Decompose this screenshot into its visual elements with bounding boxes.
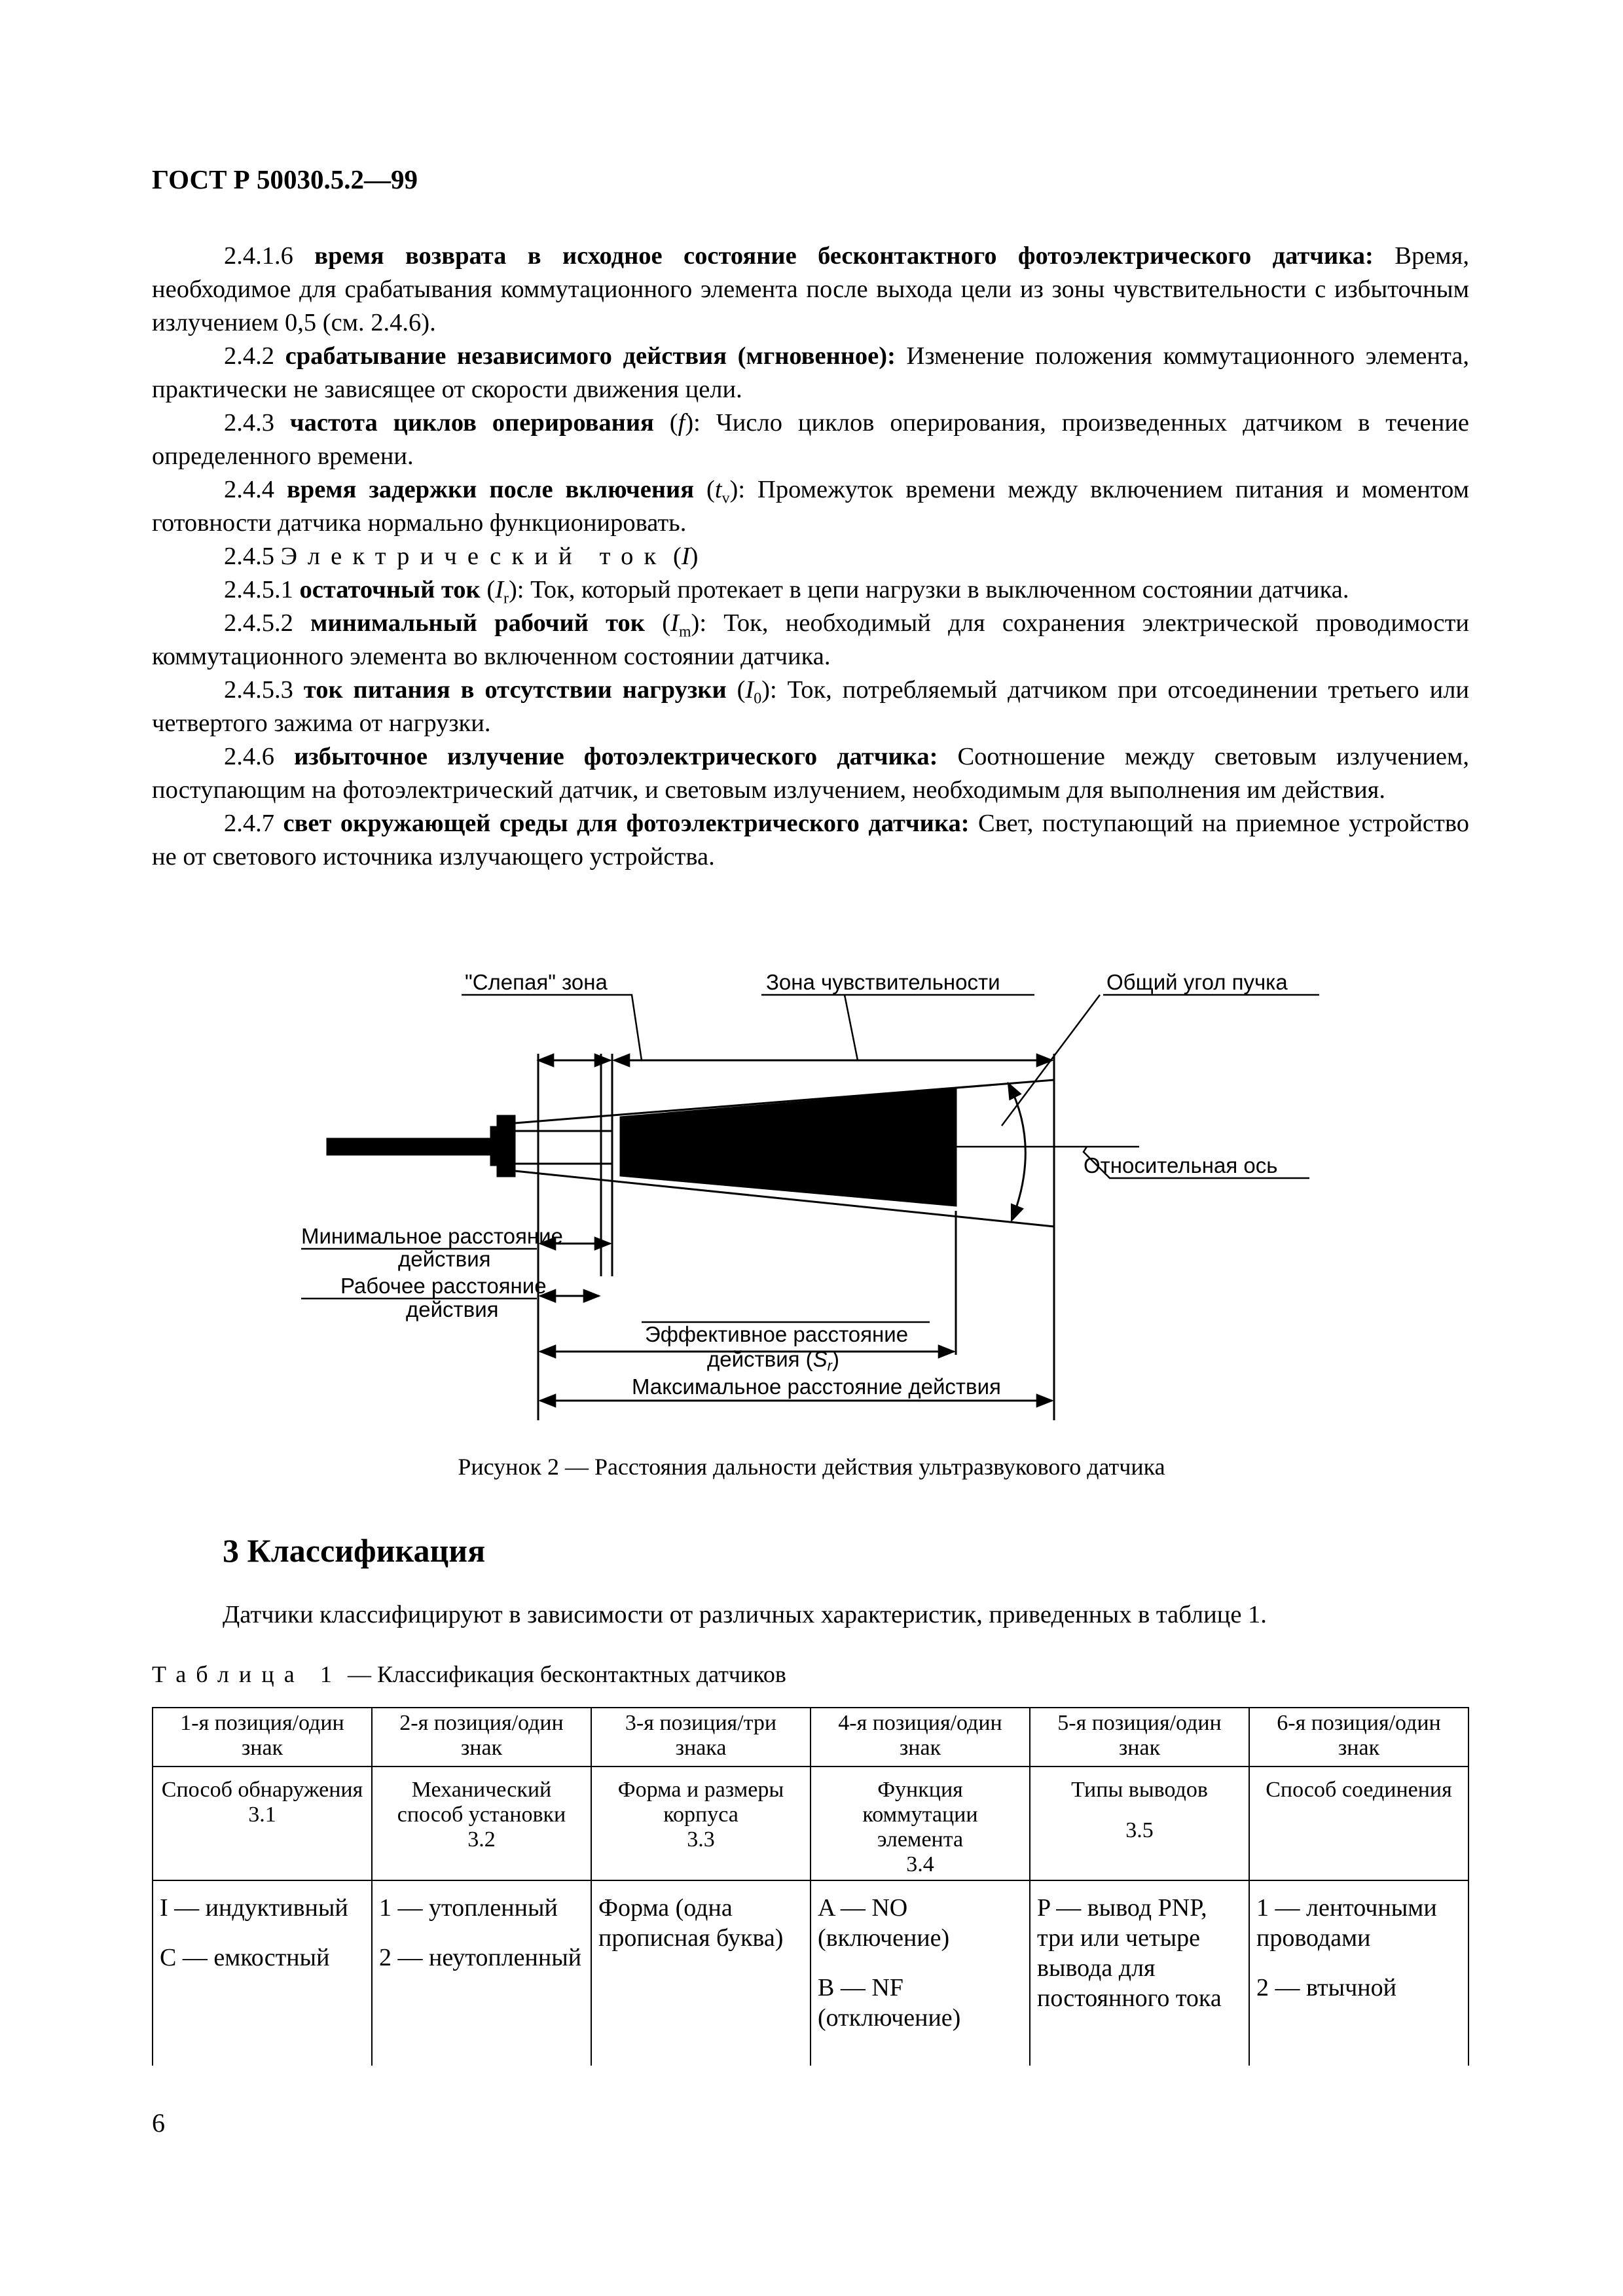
table-subheader-cell: Способ соединения [1249, 1767, 1468, 1880]
body-text [152, 240, 1469, 874]
max-distance-label: Максимальное расстояние действия [632, 1374, 1001, 1399]
paragraph: 2.4.5 Электрический ток (I) [224, 543, 699, 570]
relative-axis-label: Относительная ось [1084, 1153, 1278, 1177]
paragraph: 2.4.3 частота циклов оперирования (f): Число циклов оперирования, произведенных датчиком в течение определенного времени. [152, 409, 1470, 470]
term: время возврата в исходное состояние бесконтактного фотоэлектрического датчика: [314, 242, 1374, 270]
paragraph: 2.4.5.3 ток питания в отсутствии нагрузки $(I_0)$: Ток, потребляемый датчиком при отсоединении третьего или четвертого зажима от нагрузки. [152, 676, 1470, 737]
term: частота циклов оперирования [289, 409, 654, 437]
document-header: ГОСТ Р 50030.5.2—99 [152, 164, 418, 194]
effective-distance-label-2: действия (Sr) [707, 1347, 839, 1374]
term: срабатывание независимого действия (мгновенное): [285, 342, 896, 370]
beam-angle-label: Общий угол пучка [1106, 970, 1288, 994]
term: ток питания в отсутствии нагрузки [303, 676, 727, 704]
table-cell: P — вывод PNP, три или четыре вывода для постоянного тока [1030, 1880, 1249, 2066]
table-header-cell: 1-я позиция/один знак [153, 1708, 372, 1767]
table-cell: I — индуктивный C — емкостный [153, 1880, 372, 2066]
table-subheader-cell: Способ обнаружения 3.1 [153, 1767, 372, 1880]
table-subheader-cell: Форма и размеры корпуса 3.3 [591, 1767, 811, 1880]
table-header-row [153, 1708, 1468, 1767]
term: минимальный рабочий ток [310, 609, 645, 637]
table-header-cell: 6-я позиция/один знак [1249, 1708, 1468, 1767]
table-header-cell: 3-я позиция/три знака [591, 1708, 811, 1767]
term: свет окружающей среды для фотоэлектрического датчика: [283, 810, 970, 837]
intro-text: Датчики классифицируют в зависимости от различных характеристик, приведенных в таблице 1. [223, 1601, 1267, 1628]
term: остаточный ток [299, 576, 481, 603]
table-subheader-row [153, 1767, 1468, 1880]
figure-caption: Рисунок 2 — Расстояния дальности действия ультразвукового датчика [458, 1454, 1165, 1480]
term: избыточное излучение фотоэлектрического датчика: [294, 743, 938, 770]
paragraph: 2.4.5.1 остаточный ток $(I_r)$: Ток, который протекает в цепи нагрузки в выключенном состоянии датчика. [224, 576, 1349, 607]
table-cell: A — NO (включение) B — NF (отключение) [811, 1880, 1030, 2066]
table-subheader-cell: Механический способ установки 3.2 [372, 1767, 591, 1880]
table-subheader-cell: Типы выводов 3.5 [1030, 1767, 1249, 1880]
paragraph: 2.4.1.6 время возврата в исходное состояние бесконтактного фотоэлектрического датчика: Время, необходимое для срабатывания коммутационного элемента после выхода цели из зоны чувствительности с избыточным излучением 0,5 (см. 2.4.6). [152, 242, 1470, 336]
table-header-cell: 4-я позиция/один знак [811, 1708, 1030, 1767]
sensitivity-zone-label: Зона чувствительности [766, 970, 1000, 994]
min-distance-label: Минимальное расстояние [301, 1224, 563, 1248]
paragraph: 2.4.2 срабатывание независимого действия (мгновенное): Изменение положения коммутационного элемента, практически не зависящее от скорости движения цели. [152, 342, 1469, 403]
spaced-title: Электрический ток [280, 543, 667, 570]
term: время задержки после включения [287, 476, 695, 503]
table-header-cell: 2-я позиция/один знак [372, 1708, 591, 1767]
work-distance-label: Рабочее расстояние [340, 1274, 547, 1298]
section-title: 3 Классификация [223, 1532, 486, 1569]
work-distance-label-2: действия [406, 1297, 499, 1321]
page-number: 6 [152, 2108, 165, 2138]
blind-zone-label: "Слепая" зона [465, 970, 608, 994]
table-cell: Форма (одна прописная буква) [591, 1880, 811, 2066]
table-cell: 1 — утопленный 2 — неутопленный [372, 1880, 591, 2066]
paragraph: 2.4.4 время задержки после включения $(t_v)$: Промежуток времени между включением питания и моментом готовности датчика нормально функционировать. [152, 476, 1469, 537]
min-distance-label-2: действия [398, 1247, 491, 1271]
paragraph: 2.4.7 свет окружающей среды для фотоэлектрического датчика: Свет, поступающий на приемное устройство не от светового источника излучающего устройства. [152, 810, 1469, 870]
table-caption: Таблица 1 — Классификация бесконтактных датчиков [152, 1661, 786, 1687]
table-row [153, 1880, 1468, 2066]
paragraph: 2.4.5.2 минимальный рабочий ток $(I_m)$: Ток, необходимый для сохранения электрической проводимости коммутационного элемента во включенном состоянии датчика. [152, 609, 1470, 670]
table-header-cell: 5-я позиция/один знак [1030, 1708, 1249, 1767]
effective-distance-label: Эффективное расстояние [645, 1322, 909, 1346]
table-subheader-cell: Функция коммутации элемента 3.4 [811, 1767, 1030, 1880]
table-cell: 1 — ленточными проводами 2 — втычной [1249, 1880, 1468, 2066]
sensor-range-diagram [288, 956, 1336, 1427]
classification-table [152, 1707, 1469, 2066]
sensitivity-zone-shape [621, 1089, 956, 1206]
beam-angle-arc [1008, 1083, 1025, 1221]
paragraph: 2.4.6 избыточное излучение фотоэлектрического датчика: Соотношение между световым излучением, поступающим на фотоэлектрический датчик, и световым излучением, необходимым для выполнения им действия. [152, 743, 1470, 804]
